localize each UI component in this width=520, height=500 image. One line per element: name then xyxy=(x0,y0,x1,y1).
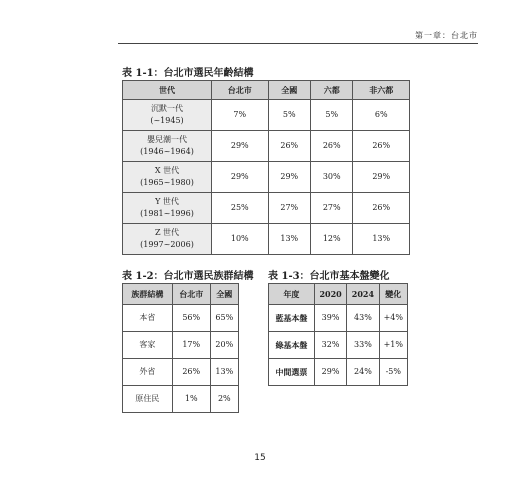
table2-header-ethnic: 族群結構 xyxy=(123,284,173,305)
value-cell: 26% xyxy=(268,131,310,162)
value-cell: 13% xyxy=(353,224,410,255)
table3-header-2020: 2020 xyxy=(314,284,346,305)
value-cell: 7% xyxy=(212,100,269,131)
table3-header-2024: 2024 xyxy=(347,284,379,305)
table-row xyxy=(269,305,408,332)
table-row xyxy=(123,131,410,162)
ethnic-label: 外省 xyxy=(123,359,173,386)
header-rule xyxy=(118,43,478,44)
value-cell: 26% xyxy=(172,359,210,386)
value-cell: 12% xyxy=(310,224,352,255)
table-row xyxy=(123,359,239,386)
table2-header-national: 全國 xyxy=(210,284,238,305)
generation-cell xyxy=(123,162,212,193)
generation-name: Y 世代 xyxy=(155,197,179,206)
generation-cell xyxy=(123,224,212,255)
base-label: 中間選票 xyxy=(269,359,315,386)
value-cell: 29% xyxy=(212,162,269,193)
value-cell: 1% xyxy=(172,386,210,413)
value-cell: 27% xyxy=(268,193,310,224)
generation-cell xyxy=(123,100,212,131)
value-cell: 5% xyxy=(310,100,352,131)
table3-caption: 表 1-3：台北市基本盤變化 xyxy=(268,271,390,282)
generation-name: 沉默一代 xyxy=(151,104,183,113)
value-cell: 32% xyxy=(314,332,346,359)
table1-header-national: 全國 xyxy=(268,81,310,100)
table1-header-non-six-cities: 非六都 xyxy=(353,81,410,100)
value-cell: +4% xyxy=(379,305,407,332)
table-row xyxy=(123,162,410,193)
table2-header-row xyxy=(123,284,239,305)
value-cell: 29% xyxy=(268,162,310,193)
generation-range: (1946~1964) xyxy=(140,147,194,156)
value-cell: 29% xyxy=(353,162,410,193)
value-cell: 33% xyxy=(347,332,379,359)
table1-header-generation: 世代 xyxy=(123,81,212,100)
generation-name: Z 世代 xyxy=(154,228,180,237)
table-row xyxy=(269,359,408,386)
base-label: 藍基本盤 xyxy=(269,305,315,332)
ethnic-label: 客家 xyxy=(123,332,173,359)
value-cell: 17% xyxy=(172,332,210,359)
value-cell: 26% xyxy=(353,131,410,162)
table2-caption: 表 1-2：台北市選民族群結構 xyxy=(122,271,254,282)
value-cell: 30% xyxy=(310,162,352,193)
table1-header-taipei: 台北市 xyxy=(212,81,269,100)
value-cell: 13% xyxy=(268,224,310,255)
ethnic-label: 原住民 xyxy=(123,386,173,413)
table3-header-year: 年度 xyxy=(269,284,315,305)
generation-range: (1981~1996) xyxy=(140,209,194,218)
generation-cell xyxy=(123,131,212,162)
table1-header-six-cities: 六都 xyxy=(310,81,352,100)
table-row xyxy=(123,386,239,413)
table1-header-row xyxy=(123,81,410,100)
table-row xyxy=(123,305,239,332)
value-cell: 56% xyxy=(172,305,210,332)
table3-header-change: 變化 xyxy=(379,284,407,305)
chapter-header: 第一章：台北市 xyxy=(415,31,478,40)
value-cell: 43% xyxy=(347,305,379,332)
page-number: 15 xyxy=(254,453,266,463)
table-row xyxy=(123,100,410,131)
value-cell: 39% xyxy=(314,305,346,332)
value-cell: 29% xyxy=(212,131,269,162)
generation-range: (1965~1980) xyxy=(140,178,194,187)
value-cell: 24% xyxy=(347,359,379,386)
value-cell: 6% xyxy=(353,100,410,131)
generation-name: 嬰兒潮一代 xyxy=(147,135,187,144)
value-cell: 2% xyxy=(210,386,238,413)
table-row xyxy=(269,332,408,359)
generation-range: (1997~2006) xyxy=(140,240,194,249)
generation-cell xyxy=(123,193,212,224)
table1-caption: 表 1-1：台北市選民年齡結構 xyxy=(122,68,254,79)
value-cell: 5% xyxy=(268,100,310,131)
value-cell: 27% xyxy=(310,193,352,224)
base-vote-change-table xyxy=(268,283,408,386)
value-cell: 29% xyxy=(314,359,346,386)
value-cell: 20% xyxy=(210,332,238,359)
value-cell: 65% xyxy=(210,305,238,332)
generation-range: (~1945) xyxy=(150,116,184,125)
table-row xyxy=(123,193,410,224)
table-row xyxy=(123,332,239,359)
ethnic-structure-table xyxy=(122,283,239,413)
table2-header-taipei: 台北市 xyxy=(172,284,210,305)
value-cell: -5% xyxy=(379,359,407,386)
base-label: 綠基本盤 xyxy=(269,332,315,359)
value-cell: 10% xyxy=(212,224,269,255)
age-structure-table xyxy=(122,80,410,255)
value-cell: 26% xyxy=(310,131,352,162)
value-cell: 26% xyxy=(353,193,410,224)
table3-header-row xyxy=(269,284,408,305)
value-cell: 25% xyxy=(212,193,269,224)
value-cell: +1% xyxy=(379,332,407,359)
ethnic-label: 本省 xyxy=(123,305,173,332)
generation-name: X 世代 xyxy=(154,166,180,175)
table-row xyxy=(123,224,410,255)
value-cell: 13% xyxy=(210,359,238,386)
